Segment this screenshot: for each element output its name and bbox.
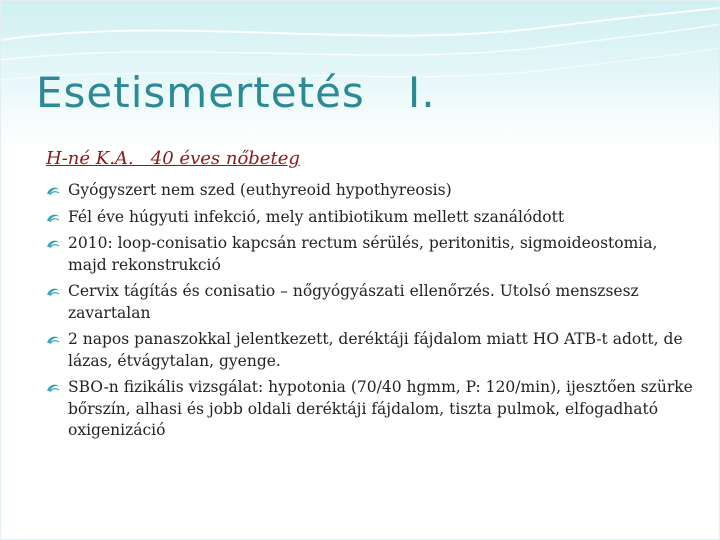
bullet-text: Fél éve húgyuti infekció, mely antibiotikum mellett szanálódott [68, 207, 565, 226]
bullet-text: 2010: loop-conisatio kapcsán rectum sérülés, peritonitis, sigmoideostomia, majd rekonstrukció [68, 234, 658, 274]
bullet-text: SBO-n fizikális vizsgálat: hypotonia (70/40 hgmm, P: 120/min), ijesztően szürke bőrszín, alhasi és jobb oldali deréktáji fájdalom, tiszta pulmok, elfogadható oxigenizáció [68, 378, 693, 439]
bullet-text: Gyógyszert nem szed (euthyreoid hypothyreosis) [68, 181, 452, 199]
bullet-text: Cervix tágítás és conisatio – nőgyógyászati ellenőrzés. Utolsó menszsesz zavartalan [68, 282, 639, 322]
patient-subtitle: H-né K.A. 40 éves nőbeteg [46, 148, 300, 169]
bullet-text: 2 napos panaszokkal jelentkezett, deréktáji fájdalom miatt HO ATB-t adott, de lázas, étvágytalan, gyenge. [68, 330, 683, 370]
slide-title: Esetismertetés I. [36, 68, 436, 117]
